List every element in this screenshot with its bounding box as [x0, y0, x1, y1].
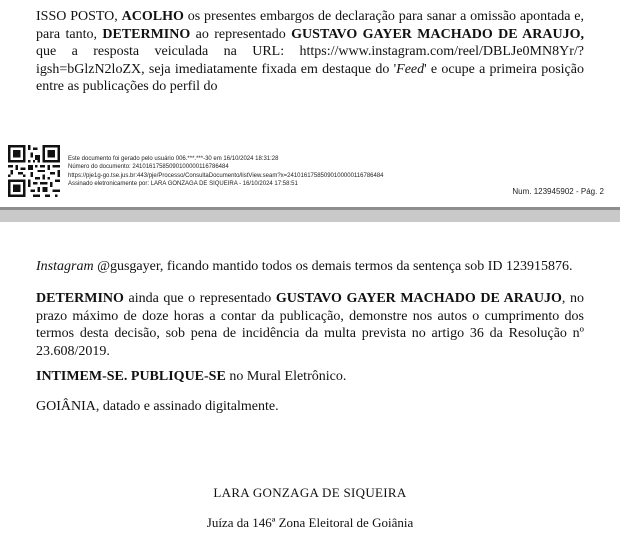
- continuation-paragraph: [36, 258, 584, 276]
- paragraph-text: , no prazo máximo de doze horas a contar da publicação, demonstre nos autos o cumprimento dos termos desta decisão, sob pena de incidência da multa prevista no artigo 36 da Resolução nº 23.608/2019.: [36, 291, 584, 359]
- paragraph-text: @gusgayer, ficando mantido todos os demais termos da sentença sob ID 123915876.: [93, 259, 573, 274]
- qr-code-icon[interactable]: [8, 145, 60, 197]
- paragraph-text: os presentes embargos de declaração para sanar a omissão apontada e, para tanto,: [36, 9, 585, 42]
- determination-paragraph: [36, 290, 584, 360]
- paragraph-text: ao representado: [190, 26, 292, 42]
- acolho-keyword: ACOLHO: [121, 9, 184, 24]
- signer-role: Juíza da 146ª Zona Eleitoral de Goiânia: [206, 515, 414, 530]
- intimem-publique-keyword: INTIMEM-SE. PUBLIQUE-SE: [36, 369, 226, 384]
- intimation-paragraph: [36, 368, 584, 386]
- verification-url-link[interactable]: https://pje1g-go.tse.jus.br:443/pje/Processo/ConsultaDocumento/listView.seam?x=24101617585090100000116786484: [68, 172, 384, 179]
- document-footer: [6, 145, 614, 200]
- generated-by-line: Este documento foi gerado pelo usuário 006.***.***-30 em 16/10/2024 18:31:28: [68, 156, 279, 162]
- signed-by-line: Assinado eletronicamente por: LARA GONZAGA DE SIQUEIRA - 16/10/2024 17:58:51: [68, 180, 298, 187]
- location-date-line: GOIÂNIA, datado e assinado digitalmente.: [36, 399, 279, 414]
- signer-name: LARA GONZAGA DE SIQUEIRA: [213, 485, 407, 500]
- determino-keyword: DETERMINO: [36, 291, 124, 306]
- electronic-signature-info: [68, 155, 488, 188]
- representative-name: GUSTAVO GAYER MACHADO DE ARAUJO,: [291, 26, 585, 42]
- representative-name: GUSTAVO GAYER MACHADO DE ARAUJO: [275, 291, 562, 306]
- paragraph-tail: ' e ocupe a primeira posição entre as publicações do perfil do: [36, 61, 584, 94]
- document-page-top: [0, 0, 620, 207]
- feed-term: Feed: [396, 61, 425, 77]
- document-number-line: Número do documento: 24101617585090100000116786484: [68, 164, 229, 171]
- document-page-bottom: [0, 222, 620, 550]
- paragraph-lead: ISSO POSTO,: [36, 9, 122, 24]
- paragraph-text-url: que a resposta veiculada na URL: https://www.instagram.com/reel/DBLJe0MN8Yr/?igsh=bGlzN2loZX, seja imediatamente fixada em destaque do ': [36, 44, 584, 77]
- instagram-term: Instagram: [36, 259, 94, 274]
- decision-paragraph: [36, 8, 584, 96]
- paragraph-text: ainda que o representado: [123, 291, 276, 306]
- paragraph-text: no Mural Eletrônico.: [225, 369, 347, 384]
- page-separator: [0, 207, 620, 222]
- determino-keyword: DETERMINO: [102, 26, 191, 42]
- page-number: Num. 123945902 - Pág. 2: [512, 187, 604, 196]
